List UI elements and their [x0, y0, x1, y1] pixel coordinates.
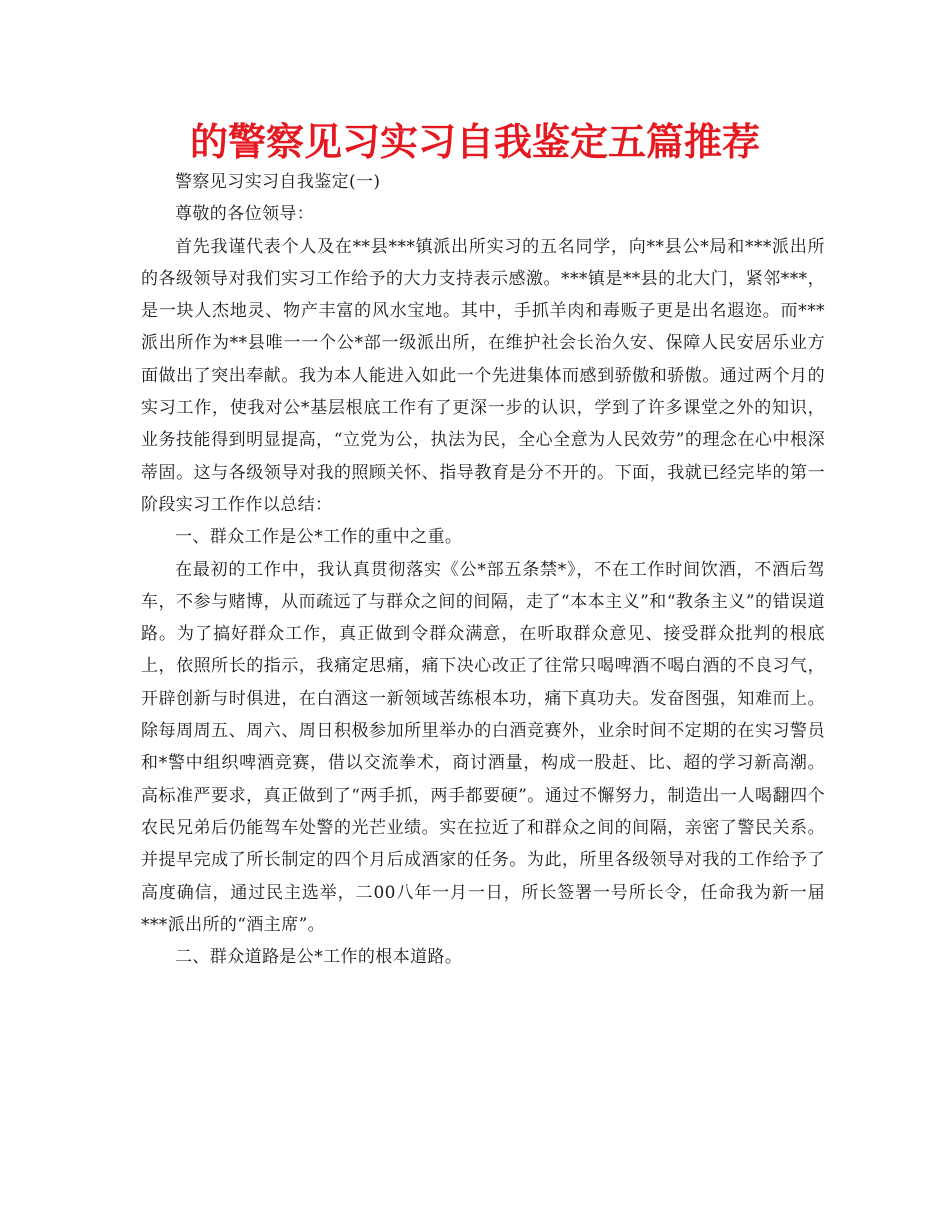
- section-heading: 二、群众道路是公*工作的根本道路。: [175, 947, 463, 968]
- body-paragraph: 首先我谨代表个人及在**县***镇派出所实习的五名同学，向**县公*局和***派出所的各级领导对我们实习工作给予的大力支持表示感激。***镇是**县的北大门，紧邻***，是一块人杰地灵、物产丰富的风水宝地。其中，手抓羊肉和毒贩子更是出名遐迩。而***派出所作为**县唯一一个公*部一级派出所，在维护社会长治久安、保障人民安居乐业方面做出了突出奉献。我为本人能进入如此一个先进集体而感到骄傲和骄傲。通过两个月的实习工作，使我对公*基层根底工作有了更深一步的认识，学到了许多课堂之外的知识，业务技能得到明显提高，“立党为公，执法为民，全心全意为人民效劳”的理念在心中根深蒂固。这与各级领导对我的照顾关怀、指导教育是分不开的。下面，我就已经完毕的第一阶段实习工作作以总结：: [141, 236, 825, 515]
- document-title: 的警察见习实习自我鉴定五篇推荐: [189, 120, 760, 164]
- salutation: 尊敬的各位领导：: [175, 204, 315, 225]
- document-body: [141, 166, 825, 973]
- section-heading: 一、群众工作是公*工作的重中之重。: [175, 527, 463, 548]
- section-heading: 警察见习实习自我鉴定(一): [175, 172, 381, 192]
- body-paragraph: 在最初的工作中，我认真贯彻落实《公*部五条禁*》，不在工作时间饮酒，不酒后驾车，不参与赌博，从而疏远了与群众之间的间隔，走了“本本主义”和“教条主义”的错误道路。为了搞好群众工作，真正做到令群众满意，在听取群众意见、接受群众批判的根底上，依照所长的指示，我痛定思痛，痛下决心改正了往常只喝啤酒不喝白酒的不良习气，开辟创新与时俱进，在白酒这一新领域苦练根本功，痛下真功夫。发奋图强，知难而上。除每周周五、周六、周日积极参加所里举办的白酒竞赛外，业余时间不定期的在实习警员和*警中组织啤酒竞赛，借以交流拳术，商讨酒量，构成一股赶、比、超的学习新高潮。高标准严要求，真正做到了“两手抓，两手都要硬”。通过不懈努力，制造出一人喝翻四个农民兄弟后仍能驾车处警的光芒业绩。实在拉近了和群众之间的间隔，亲密了警民关系。并提早完成了所长制定的四个月后成酒家的任务。为此，所里各级领导对我的工作给予了高度确信，通过民主选举，二00八年一月一日，所长签署一号所长令，任命我为新一届***派出所的“酒主席”。: [141, 559, 825, 935]
